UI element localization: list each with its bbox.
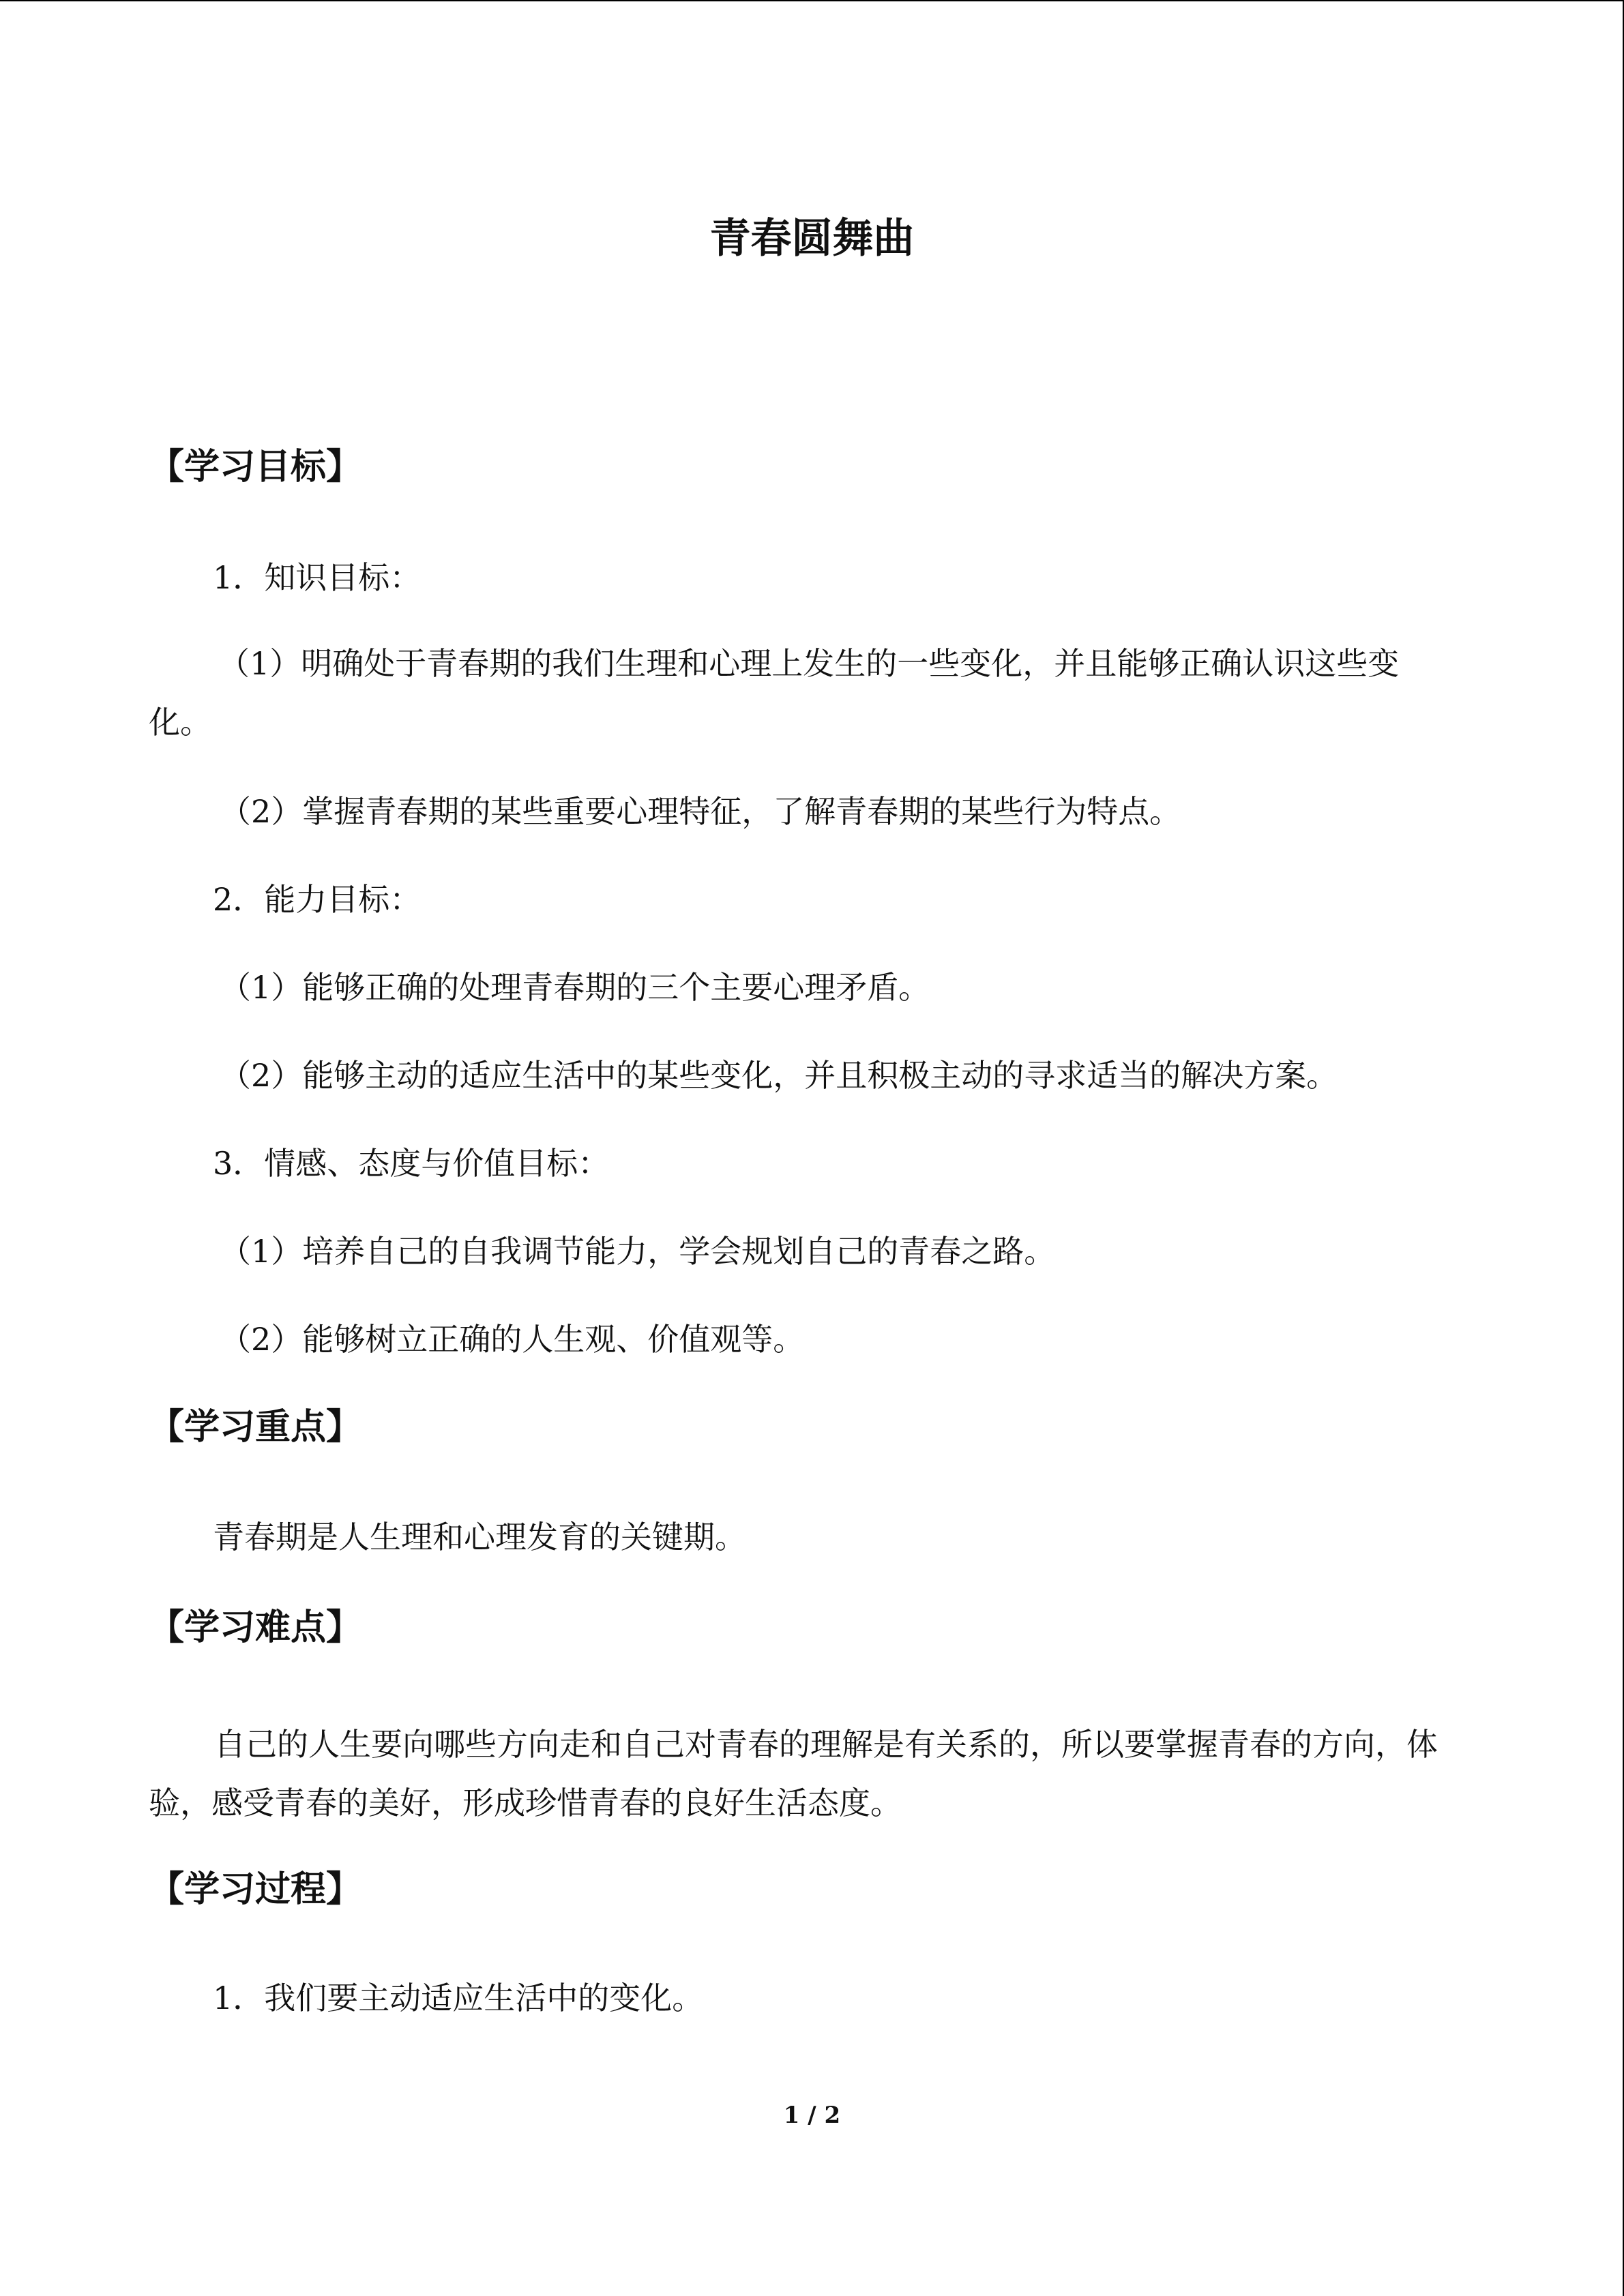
emotion-goal-label: 3．情感、态度与价值目标： bbox=[213, 1145, 610, 1182]
heading-learning-process: 【学习过程】 bbox=[149, 1869, 362, 1910]
emotion-goal-item-2: （2）能够树立正确的人生观、价值观等。 bbox=[220, 1321, 805, 1358]
knowledge-goal-item-2: （2）掌握青春期的某些重要心理特征，了解青春期的某些行为特点。 bbox=[220, 793, 1181, 830]
page-number: 1 / 2 bbox=[783, 2102, 841, 2129]
heading-learning-goals: 【学习目标】 bbox=[149, 447, 362, 488]
knowledge-goal-label: 1．知识目标： bbox=[213, 559, 422, 596]
knowledge-goal-item-1: （1）明确处于青春期的我们生理和心理上发生的一些变化，并且能够正确认识这些变化。 bbox=[149, 645, 1400, 741]
document-title: 青春圆舞曲 bbox=[709, 215, 915, 263]
key-points-text: 青春期是人生理和心理发育的关键期。 bbox=[213, 1519, 746, 1555]
process-item-1: 1．我们要主动适应生活中的变化。 bbox=[213, 1980, 704, 2016]
emotion-goal-item-1: （1）培养自己的自我调节能力，学会规划自己的青春之路。 bbox=[220, 1233, 1056, 1270]
heading-key-points: 【学习重点】 bbox=[149, 1407, 362, 1448]
ability-goal-item-2: （2）能够主动的适应生活中的某些变化，并且积极主动的寻求适当的解决方案。 bbox=[220, 1057, 1338, 1094]
ability-goal-label: 2．能力目标： bbox=[213, 881, 422, 918]
difficulties-text: 自己的人生要向哪些方向走和自己对青春的理解是有关系的，所以要掌握青春的方向，体验，感受青春的美好，形成珍惜青春的良好生活态度。 bbox=[149, 1726, 1438, 1821]
heading-difficulties: 【学习难点】 bbox=[149, 1607, 362, 1648]
ability-goal-item-1: （1）能够正确的处理青春期的三个主要心理矛盾。 bbox=[220, 969, 930, 1006]
